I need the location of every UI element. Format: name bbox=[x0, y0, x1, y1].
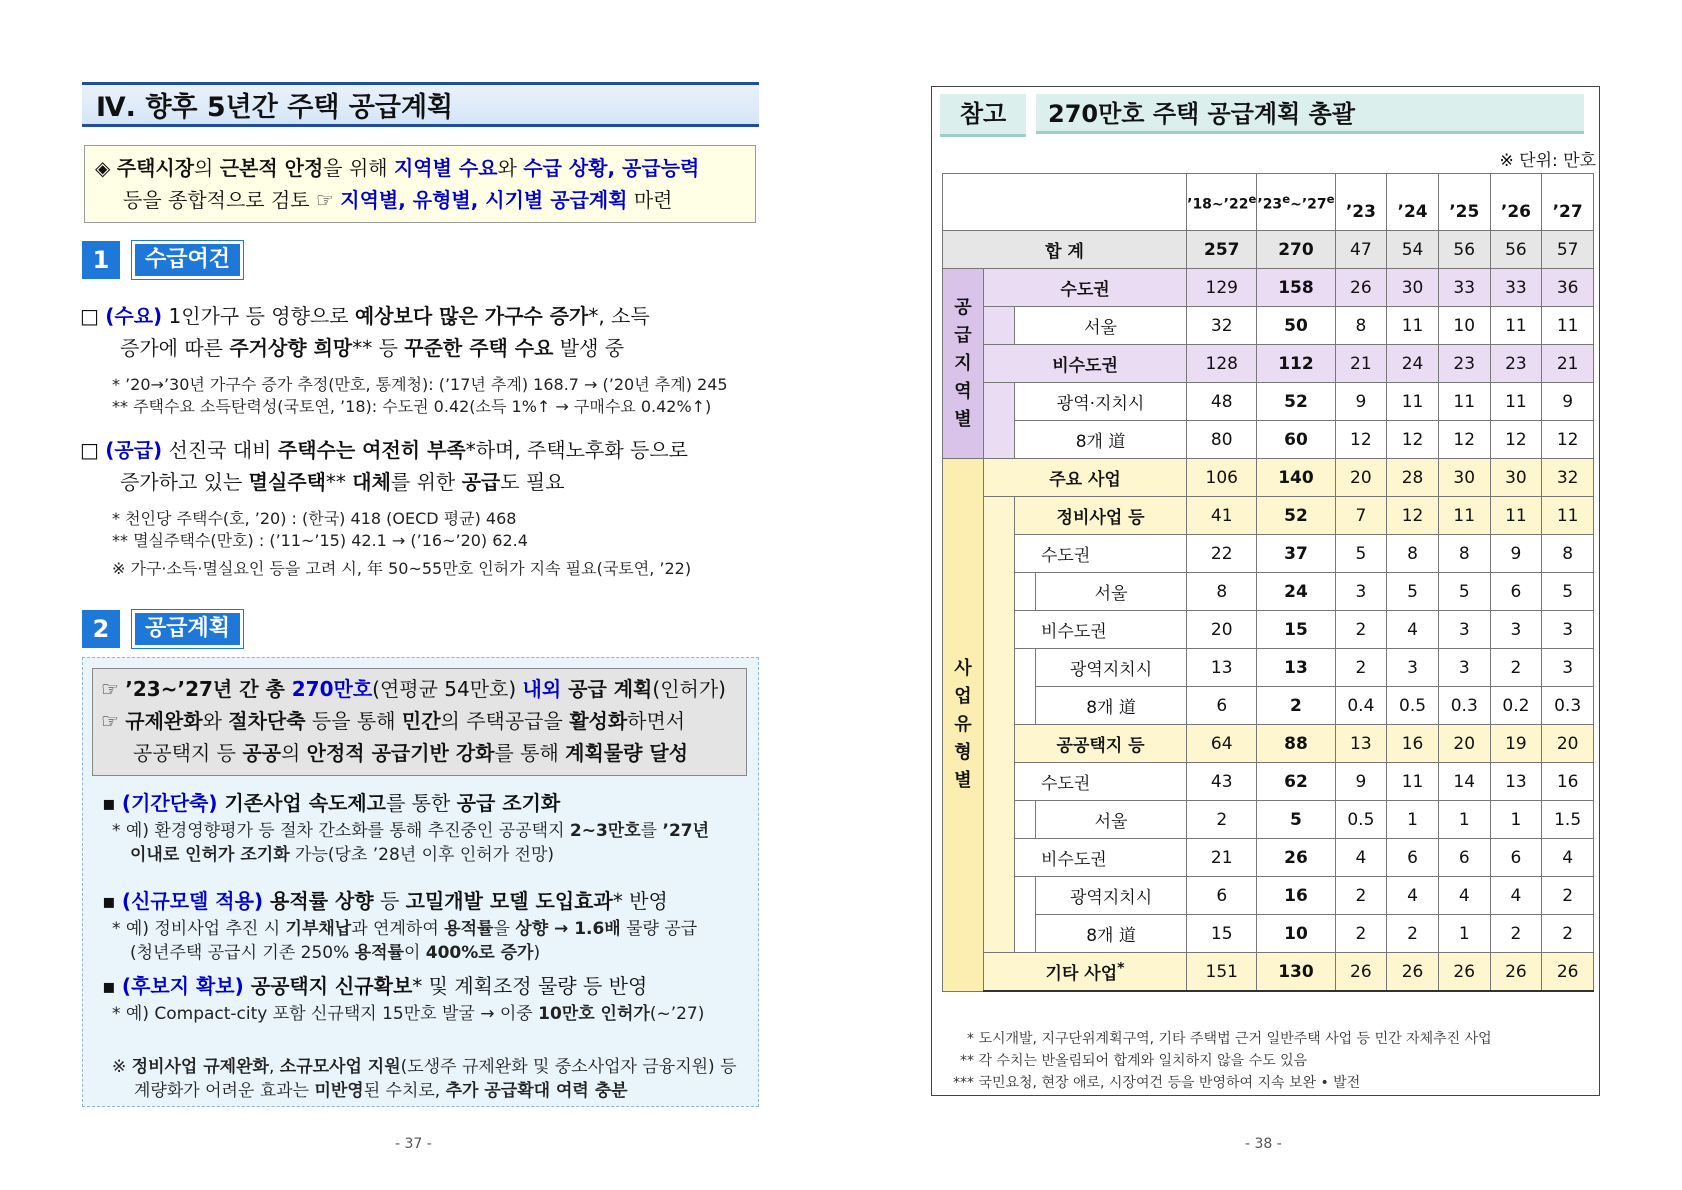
text-line: 주택시장의 근본적 안정을 위해 지역별 수요와 수급 상황, 공급능력 bbox=[116, 156, 700, 180]
row-label: 8개 道 bbox=[1036, 915, 1187, 953]
row-label: 서울 bbox=[1036, 801, 1187, 839]
type-row bbox=[943, 497, 1594, 535]
value-cell: 30 bbox=[1387, 269, 1439, 307]
text-line: (공급) 선진국 대비 주택수는 여전히 부족*하며, 주택노후화 등으로 bbox=[105, 438, 688, 462]
value-cell: 8 bbox=[1542, 535, 1594, 573]
header-year: ’23 bbox=[1335, 194, 1387, 231]
plan-item-note: * 예) 정비사업 추진 시 기부채납과 연계하여 용적률을 상향 → 1.6배 물량 공급 bbox=[112, 919, 698, 939]
value-cell: 52 bbox=[1257, 497, 1335, 535]
value-cell: 4 bbox=[1335, 839, 1387, 877]
type-row bbox=[943, 573, 1594, 611]
indent-cell bbox=[1015, 649, 1036, 687]
row-label: 광역지치시 bbox=[1036, 649, 1187, 687]
value-cell: 2 bbox=[1335, 877, 1387, 915]
row-label: 기타 사업* bbox=[984, 953, 1187, 992]
group-label-type: 사 업 유 형 별 bbox=[943, 459, 984, 992]
plan-item-heading: ▪ (후보지 확보) 공공택지 신규확보* 및 계획조정 물량 등 반영 bbox=[102, 974, 648, 998]
indent-cell bbox=[984, 573, 1015, 611]
value-cell: 13 bbox=[1187, 649, 1257, 687]
value-cell: 4 bbox=[1438, 877, 1490, 915]
value-cell: 9 bbox=[1490, 535, 1542, 573]
row-label: 8개 道 bbox=[1036, 687, 1187, 725]
indent-cell bbox=[984, 421, 1015, 459]
value-cell: 4 bbox=[1490, 877, 1542, 915]
value-cell: 9 bbox=[1335, 383, 1387, 421]
value-cell: 37 bbox=[1257, 535, 1335, 573]
header-spacer bbox=[1542, 174, 1594, 195]
row-label: 수도권 bbox=[984, 269, 1187, 307]
value-cell: 10 bbox=[1257, 915, 1335, 953]
summary-box bbox=[84, 145, 756, 223]
indent-cell bbox=[984, 915, 1015, 953]
value-cell: 3 bbox=[1438, 649, 1490, 687]
header-year: ’26 bbox=[1490, 194, 1542, 231]
value-cell: 5 bbox=[1257, 801, 1335, 839]
value-cell: 26 bbox=[1257, 839, 1335, 877]
value-cell: 4 bbox=[1387, 877, 1439, 915]
value-cell: 26 bbox=[1335, 953, 1387, 992]
value-cell: 5 bbox=[1542, 573, 1594, 611]
value-cell: 12 bbox=[1490, 421, 1542, 459]
value-cell: 140 bbox=[1257, 459, 1335, 497]
value-cell: 257 bbox=[1187, 231, 1257, 269]
header-spacer bbox=[1335, 174, 1387, 195]
value-cell: 8 bbox=[1387, 535, 1439, 573]
type-row bbox=[943, 763, 1594, 801]
supply-note-1: * 천인당 주택수(호, ’20) : (한국) 418 (OECD 평균) 468 bbox=[112, 509, 517, 528]
value-cell: 15 bbox=[1187, 915, 1257, 953]
row-label: 공공택지 등 bbox=[1015, 725, 1187, 763]
value-cell: 20 bbox=[1542, 725, 1594, 763]
header-period-plan: ’23e~’27e bbox=[1257, 174, 1335, 231]
value-cell: 33 bbox=[1490, 269, 1542, 307]
value-cell: 32 bbox=[1542, 459, 1594, 497]
type-row bbox=[943, 649, 1594, 687]
text-line: 공공택지 등 공공의 안정적 공급기반 강화를 통해 계획물량 달성 bbox=[133, 741, 689, 765]
value-cell: 64 bbox=[1187, 725, 1257, 763]
value-cell: 12 bbox=[1335, 421, 1387, 459]
value-cell: 24 bbox=[1387, 345, 1439, 383]
text-line: ☞ 규제완화와 절차단축 등을 통해 민간의 주택공급을 활성화하면서 bbox=[101, 709, 686, 733]
value-cell: 2 bbox=[1187, 801, 1257, 839]
text-line: 계량화가 어려운 효과는 미반영된 수치로, 추가 공급확대 여력 충분 bbox=[134, 1081, 628, 1101]
value-cell: 11 bbox=[1438, 383, 1490, 421]
value-cell: 88 bbox=[1257, 725, 1335, 763]
indent-cell bbox=[984, 383, 1015, 421]
indent-cell bbox=[984, 877, 1015, 915]
value-cell: 129 bbox=[1187, 269, 1257, 307]
row-label: 정비사업 등 bbox=[1015, 497, 1187, 535]
value-cell: 151 bbox=[1187, 953, 1257, 992]
row-label: 광역·지치시 bbox=[1015, 383, 1187, 421]
indent-cell bbox=[984, 649, 1015, 687]
checkbox-icon: □ bbox=[80, 438, 99, 462]
header-year: ’25 bbox=[1438, 194, 1490, 231]
supply-notes bbox=[112, 508, 762, 580]
value-cell: 20 bbox=[1438, 725, 1490, 763]
footnote-2: ** 각 수치는 반올림되어 합계와 일치하지 않을 수도 있음 bbox=[960, 1053, 1308, 1069]
plan-item bbox=[102, 970, 752, 1026]
type-row bbox=[943, 877, 1594, 915]
value-cell: 12 bbox=[1542, 421, 1594, 459]
header-spacer bbox=[1387, 174, 1439, 195]
value-cell: 33 bbox=[1438, 269, 1490, 307]
value-cell: 11 bbox=[1490, 307, 1542, 345]
value-cell: 11 bbox=[1542, 307, 1594, 345]
plan-item-heading: ▪ (기간단축) 기존사업 속도제고를 통한 공급 조기화 bbox=[102, 791, 561, 815]
section-heading-1: 수급여건 bbox=[132, 241, 243, 279]
type-row bbox=[943, 611, 1594, 649]
value-cell: 30 bbox=[1438, 459, 1490, 497]
value-cell: 28 bbox=[1387, 459, 1439, 497]
value-cell: 54 bbox=[1387, 231, 1439, 269]
value-cell: 8 bbox=[1187, 573, 1257, 611]
value-cell: 5 bbox=[1438, 573, 1490, 611]
value-cell: 16 bbox=[1387, 725, 1439, 763]
row-label: 비수도권 bbox=[1015, 839, 1187, 877]
supply-note-2: ** 멸실주택수(만호) : (’11~’15) 42.1 → (’16~’20) 62.4 bbox=[112, 531, 528, 550]
value-cell: 270 bbox=[1257, 231, 1335, 269]
value-cell: 1 bbox=[1438, 801, 1490, 839]
total-row bbox=[943, 231, 1594, 269]
value-cell: 2 bbox=[1335, 649, 1387, 687]
value-cell: 0.5 bbox=[1335, 801, 1387, 839]
region-row bbox=[943, 269, 1594, 307]
value-cell: 36 bbox=[1542, 269, 1594, 307]
value-cell: 26 bbox=[1387, 953, 1439, 992]
value-cell: 1 bbox=[1387, 801, 1439, 839]
value-cell: 9 bbox=[1335, 763, 1387, 801]
plan-item-note: * 예) Compact-city 포함 신규택지 15만호 발굴 → 이중 10만호 인허가(~’27) bbox=[112, 1004, 705, 1024]
indent-cell bbox=[1015, 573, 1036, 611]
value-cell: 6 bbox=[1490, 839, 1542, 877]
value-cell: 8 bbox=[1438, 535, 1490, 573]
header-row bbox=[943, 174, 1594, 195]
value-cell: 4 bbox=[1387, 611, 1439, 649]
value-cell: 21 bbox=[1335, 345, 1387, 383]
value-cell: 106 bbox=[1187, 459, 1257, 497]
value-cell: 128 bbox=[1187, 345, 1257, 383]
text-line: ※ 정비사업 규제완화, 소규모사업 지원(도생주 규제완화 및 중소사업자 금융지원) 등 bbox=[112, 1057, 737, 1077]
value-cell: 20 bbox=[1187, 611, 1257, 649]
demand-paragraph bbox=[80, 300, 760, 364]
header-corner bbox=[943, 174, 1187, 231]
type-row bbox=[943, 535, 1594, 573]
row-label: 비수도권 bbox=[984, 345, 1187, 383]
indent-cell bbox=[1015, 687, 1036, 725]
value-cell: 11 bbox=[1490, 497, 1542, 535]
value-cell: 16 bbox=[1257, 877, 1335, 915]
value-cell: 12 bbox=[1438, 421, 1490, 459]
type-row bbox=[943, 915, 1594, 953]
header-period-past: ’18~’22e bbox=[1187, 174, 1257, 231]
value-cell: 48 bbox=[1187, 383, 1257, 421]
value-cell: 130 bbox=[1257, 953, 1335, 992]
value-cell: 56 bbox=[1490, 231, 1542, 269]
value-cell: 0.4 bbox=[1335, 687, 1387, 725]
indent-cell bbox=[984, 801, 1015, 839]
header-spacer bbox=[1490, 174, 1542, 195]
section-number-2: 2 bbox=[82, 610, 120, 648]
indent-cell bbox=[984, 725, 1015, 763]
value-cell: 30 bbox=[1490, 459, 1542, 497]
checkbox-icon: □ bbox=[80, 304, 99, 328]
value-cell: 1 bbox=[1490, 801, 1542, 839]
value-cell: 1.5 bbox=[1542, 801, 1594, 839]
value-cell: 26 bbox=[1438, 953, 1490, 992]
plan-item bbox=[102, 787, 752, 867]
value-cell: 16 bbox=[1542, 763, 1594, 801]
value-cell: 21 bbox=[1542, 345, 1594, 383]
reference-badge: 참고 bbox=[940, 94, 1026, 137]
section-heading-2: 공급계획 bbox=[132, 610, 243, 648]
value-cell: 3 bbox=[1438, 611, 1490, 649]
value-cell: 11 bbox=[1387, 307, 1439, 345]
value-cell: 2 bbox=[1257, 687, 1335, 725]
value-cell: 0.2 bbox=[1490, 687, 1542, 725]
value-cell: 62 bbox=[1257, 763, 1335, 801]
unit-label: ※ 단위: 만호 bbox=[1499, 151, 1596, 171]
value-cell: 6 bbox=[1438, 839, 1490, 877]
value-cell: 2 bbox=[1335, 611, 1387, 649]
indent-cell bbox=[984, 611, 1015, 649]
value-cell: 2 bbox=[1490, 649, 1542, 687]
value-cell: 11 bbox=[1387, 763, 1439, 801]
value-cell: 9 bbox=[1542, 383, 1594, 421]
row-label: 광역지치시 bbox=[1036, 877, 1187, 915]
value-cell: 0.5 bbox=[1387, 687, 1439, 725]
type-row bbox=[943, 801, 1594, 839]
value-cell: 24 bbox=[1257, 573, 1335, 611]
group-label-region: 공 급 지 역 별 bbox=[943, 269, 984, 459]
value-cell: 6 bbox=[1187, 877, 1257, 915]
value-cell: 2 bbox=[1542, 877, 1594, 915]
indent-cell bbox=[984, 535, 1015, 573]
reference-title: 270만호 주택 공급계획 총괄 bbox=[1036, 94, 1584, 134]
value-cell: 50 bbox=[1257, 307, 1335, 345]
plan-summary bbox=[92, 668, 747, 776]
region-row bbox=[943, 383, 1594, 421]
value-cell: 23 bbox=[1490, 345, 1542, 383]
plan-item-note: (청년주택 공급시 기존 250% 용적률이 400%로 증가) bbox=[130, 943, 541, 963]
value-cell: 80 bbox=[1187, 421, 1257, 459]
row-label: 주요 사업 bbox=[984, 459, 1187, 497]
region-row bbox=[943, 345, 1594, 383]
value-cell: 57 bbox=[1542, 231, 1594, 269]
value-cell: 6 bbox=[1490, 573, 1542, 611]
row-label: 8개 道 bbox=[1015, 421, 1187, 459]
value-cell: 26 bbox=[1335, 269, 1387, 307]
value-cell: 6 bbox=[1387, 839, 1439, 877]
value-cell: 11 bbox=[1438, 497, 1490, 535]
value-cell: 158 bbox=[1257, 269, 1335, 307]
value-cell: 0.3 bbox=[1438, 687, 1490, 725]
value-cell: 43 bbox=[1187, 763, 1257, 801]
header-year: ’27 bbox=[1542, 194, 1594, 231]
value-cell: 2 bbox=[1335, 915, 1387, 953]
value-cell: 11 bbox=[1542, 497, 1594, 535]
type-row bbox=[943, 687, 1594, 725]
summary-line-1 bbox=[95, 152, 745, 184]
demand-note-2: ** 주택수요 소득탄력성(국토연, ’18): 수도권 0.42(소득 1%↑ → 구매수요 0.42%↑) bbox=[112, 397, 712, 416]
value-cell: 52 bbox=[1257, 383, 1335, 421]
value-cell: 11 bbox=[1490, 383, 1542, 421]
type-row bbox=[943, 459, 1594, 497]
row-label: 수도권 bbox=[1015, 763, 1187, 801]
indent-cell bbox=[1015, 801, 1036, 839]
indent-cell bbox=[1015, 877, 1036, 915]
indent-cell bbox=[984, 497, 1015, 535]
footnote-3: *** 국민요청, 현장 애로, 시장여건 등을 반영하여 지속 보완 • 발전 bbox=[953, 1075, 1361, 1091]
value-cell: 112 bbox=[1257, 345, 1335, 383]
value-cell: 47 bbox=[1335, 231, 1387, 269]
header-year: ’24 bbox=[1387, 194, 1439, 231]
row-label: 수도권 bbox=[1015, 535, 1187, 573]
text-line: 증가하고 있는 멸실주택** 대체를 위한 공급도 필요 bbox=[120, 470, 565, 494]
value-cell: 12 bbox=[1387, 421, 1439, 459]
page-number-right: - 38 - bbox=[1245, 1136, 1282, 1152]
summary-bullet: ◈ bbox=[95, 156, 111, 180]
final-note bbox=[112, 1055, 762, 1103]
value-cell: 3 bbox=[1335, 573, 1387, 611]
indent-cell bbox=[984, 307, 1015, 345]
value-cell: 56 bbox=[1438, 231, 1490, 269]
value-cell: 19 bbox=[1490, 725, 1542, 763]
row-label: 서울 bbox=[1015, 307, 1187, 345]
value-cell: 3 bbox=[1542, 649, 1594, 687]
value-cell: 0.3 bbox=[1542, 687, 1594, 725]
section-title: Ⅳ. 향후 5년간 주택 공급계획 bbox=[82, 82, 759, 127]
value-cell: 12 bbox=[1387, 497, 1439, 535]
text-line: ☞ ’23~’27년 간 총 270만호(연평균 54만호) 내외 공급 계획(인허가) bbox=[101, 677, 726, 701]
value-cell: 2 bbox=[1490, 915, 1542, 953]
indent-cell bbox=[984, 763, 1015, 801]
value-cell: 32 bbox=[1187, 307, 1257, 345]
text-line: (수요) 1인가구 등 영향으로 예상보다 많은 가구수 증가*, 소득 bbox=[105, 304, 650, 328]
type-row bbox=[943, 839, 1594, 877]
indent-cell bbox=[984, 687, 1015, 725]
type-row bbox=[943, 725, 1594, 763]
demand-note-1: * ’20→’30년 가구수 증가 추정(만호, 통계청): (’17년 추계) 168.7 → (’20년 추계) 245 bbox=[112, 375, 728, 394]
indent-cell bbox=[1015, 915, 1036, 953]
supply-plan-table bbox=[942, 173, 1594, 992]
value-cell: 21 bbox=[1187, 839, 1257, 877]
value-cell: 13 bbox=[1335, 725, 1387, 763]
value-cell: 2 bbox=[1387, 915, 1439, 953]
value-cell: 60 bbox=[1257, 421, 1335, 459]
value-cell: 7 bbox=[1335, 497, 1387, 535]
supply-note-3: ※ 가구·소득·멸실요인 등을 고려 시, 年 50~55만호 인허가 지속 필요(국토연, ’22) bbox=[112, 559, 692, 578]
demand-notes bbox=[112, 374, 762, 418]
text-line: 증가에 따른 주거상향 희망** 등 꾸준한 주택 수요 발생 중 bbox=[120, 336, 625, 360]
value-cell: 11 bbox=[1387, 383, 1439, 421]
value-cell: 10 bbox=[1438, 307, 1490, 345]
value-cell: 26 bbox=[1542, 953, 1594, 992]
value-cell: 3 bbox=[1542, 611, 1594, 649]
value-cell: 8 bbox=[1335, 307, 1387, 345]
value-cell: 6 bbox=[1187, 687, 1257, 725]
indent-cell bbox=[984, 839, 1015, 877]
supply-paragraph bbox=[80, 434, 760, 498]
value-cell: 3 bbox=[1490, 611, 1542, 649]
value-cell: 20 bbox=[1335, 459, 1387, 497]
section-number-1: 1 bbox=[82, 241, 120, 279]
table-footnotes bbox=[953, 1028, 1593, 1094]
row-label: 합 계 bbox=[943, 231, 1187, 269]
region-row bbox=[943, 307, 1594, 345]
row-label: 비수도권 bbox=[1015, 611, 1187, 649]
value-cell: 3 bbox=[1387, 649, 1439, 687]
value-cell: 5 bbox=[1387, 573, 1439, 611]
plan-item-heading: ▪ (신규모델 적용) 용적률 상향 등 고밀개발 모델 도입효과* 반영 bbox=[102, 889, 668, 913]
value-cell: 14 bbox=[1438, 763, 1490, 801]
value-cell: 23 bbox=[1438, 345, 1490, 383]
header-spacer bbox=[1438, 174, 1490, 195]
plan-item bbox=[102, 885, 752, 965]
region-row bbox=[943, 421, 1594, 459]
value-cell: 13 bbox=[1257, 649, 1335, 687]
value-cell: 15 bbox=[1257, 611, 1335, 649]
value-cell: 4 bbox=[1542, 839, 1594, 877]
value-cell: 22 bbox=[1187, 535, 1257, 573]
plan-item-note: 이내로 인허가 조기화 가능(당초 ’28년 이후 인허가 전망) bbox=[130, 845, 555, 865]
row-label: 서울 bbox=[1036, 573, 1187, 611]
footnote-1: * 도시개발, 지구단위계획구역, 기타 주택법 근거 일반주택 사업 등 민간 자체추진 사업 bbox=[967, 1031, 1492, 1047]
summary-line-2: 등을 종합적으로 검토 ☞ 지역별, 유형별, 시기별 공급계획 마련 bbox=[123, 188, 673, 212]
page-number-left: - 37 - bbox=[395, 1136, 432, 1152]
value-cell: 41 bbox=[1187, 497, 1257, 535]
value-cell: 13 bbox=[1490, 763, 1542, 801]
value-cell: 26 bbox=[1490, 953, 1542, 992]
other-row bbox=[943, 953, 1594, 992]
value-cell: 1 bbox=[1438, 915, 1490, 953]
value-cell: 2 bbox=[1542, 915, 1594, 953]
value-cell: 5 bbox=[1335, 535, 1387, 573]
plan-item-note: * 예) 환경영향평가 등 절차 간소화를 통해 추진중인 공공택지 2~3만호를 ’27년 bbox=[112, 821, 710, 841]
